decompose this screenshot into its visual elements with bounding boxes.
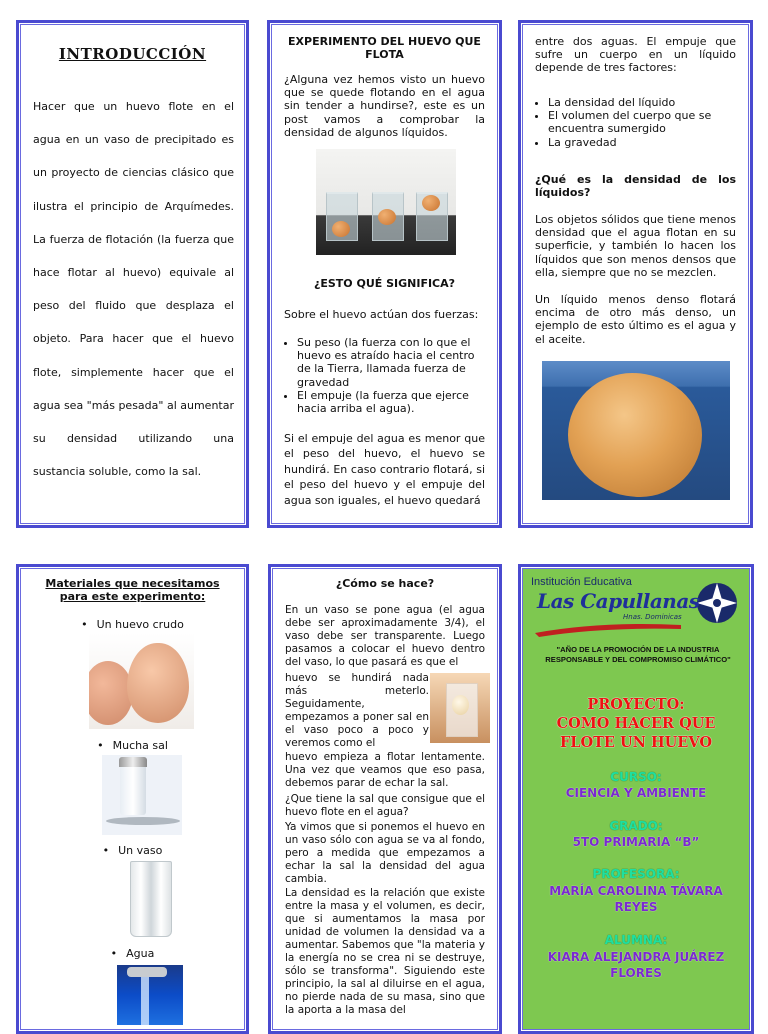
egg-shape <box>378 209 396 225</box>
institution-subtitle: Hnas. Dominicas <box>623 613 682 621</box>
grade-value: 5TO PRIMARIA “B” <box>572 835 700 849</box>
materials-title: Materiales que necesitamos para este experimento: <box>45 577 220 603</box>
material-item: • Mucha sal <box>19 739 246 752</box>
tap-shape <box>127 967 167 977</box>
how-to-question: ¿Que tiene la sal que consigue que el huevo flote en el agua? <box>285 793 485 818</box>
intro-title: INTRODUCCIÓN <box>58 45 207 63</box>
material-item: • Un huevo crudo <box>19 618 246 631</box>
how-to-paragraph: La densidad es la relación que existe entre la masa y el volumen, es decir, que si aumentamos la masa por unidad de volumen la densidad va a aumentar. Sabemos que "la materia y la energía no se crea ni se destruye, sólo se transforma". Siguiendo este principio, la sal al diluirse en el agua, no pierde nada de su masa, sino que la aporta a la masa del <box>285 887 485 1016</box>
materials-panel <box>16 564 249 1034</box>
raw-egg-photo <box>89 633 194 729</box>
how-to-panel <box>268 564 502 1034</box>
list-item: • La densidad del líquido <box>548 96 736 109</box>
list-item: • El volumen del cuerpo que se encuentra sumergido <box>548 109 736 135</box>
forces-intro: Sobre el huevo actúan dos fuerzas: <box>284 308 479 321</box>
how-to-paragraph: En un vaso se pone agua (el agua debe ser aproximadamente 3/4), el vaso debe ser transparente. Luego pasamos a colocar el huevo dentro del vaso, lo que pasará es que el <box>285 604 485 668</box>
cover-panel <box>518 564 754 1034</box>
project-block <box>521 695 751 752</box>
water-tap-photo <box>117 965 183 1025</box>
egg-shape <box>89 661 133 725</box>
teacher-value: MARÍA CAROLINA TÁVARA REYES <box>549 884 723 914</box>
egg-shape <box>332 221 350 237</box>
institution-name: Las Capullanas <box>537 589 700 613</box>
experiment-title: EXPERIMENTO DEL HUEVO QUE FLOTA <box>288 35 481 61</box>
how-to-paragraph: huevo empieza a flotar lentamente. Una vez que veamos que eso pasa, debemos parar de echar la sal. <box>285 751 485 789</box>
factors-list <box>535 96 736 149</box>
salt-shaker-shape <box>120 763 146 815</box>
institution-label: Institución Educativa <box>531 576 632 588</box>
egg-shape <box>568 373 702 497</box>
forces-conclusion: Si el empuje del agua es menor que el peso del huevo, el huevo se hundirá. En caso contrario flotará, si el peso del huevo y el empuje del agua son iguales, el huevo quedará <box>284 432 485 507</box>
project-title: COMO HACER QUE FLOTE UN HUEVO <box>556 715 716 751</box>
water-stream-shape <box>141 977 149 1025</box>
glass-photo <box>126 859 174 939</box>
course-label: CURSO: <box>610 770 662 784</box>
experiment-intro: ¿Alguna vez hemos visto un huevo que se quede flotando en el agua sin tender a hundirse?, este es un post vamos a comprobar la densidad de algunos líquidos. <box>284 73 485 139</box>
material-item: • Agua <box>19 947 246 960</box>
egg-shape <box>422 195 440 211</box>
student-value: KIARA ALEJANDRA JUÁREZ FLORES <box>547 950 725 980</box>
year-motto: "AÑO DE LA PROMOCIÓN DE LA INDUSTRIA RESPONSABLE Y DEL COMPROMISO CLIMÁTICO" <box>545 645 731 664</box>
density-paragraph-1: Los objetos sólidos que tiene menos densidad que el agua flotan en su superficie, y también lo hacen los líquidos que son menos densos que ella, siempre que no se mezclen. <box>535 213 736 279</box>
shaker-cap-shape <box>119 757 147 767</box>
list-item: • El empuje (la fuerza que ejerce hacia arriba el agua). <box>297 389 485 415</box>
list-item: • Su peso (la fuerza con lo que el huevo es atraído hacia el centro de la Tierra, llamada fuerza de gravedad <box>297 336 485 389</box>
student-label: ALUMNA: <box>604 933 668 947</box>
grade-label: GRADO: <box>609 819 663 833</box>
forces-list <box>284 336 485 415</box>
egg-in-glass-photo <box>430 673 490 743</box>
how-to-title: ¿Cómo se hace? <box>335 577 435 590</box>
how-to-paragraph: huevo se hundirá nada más meterlo. Seguidamente, empezamos a poner sal en el vaso poco a poco y veremos como el <box>285 672 429 749</box>
floating-egg-photo <box>542 361 730 500</box>
eggs-in-glasses-photo <box>316 149 456 255</box>
density-question: ¿Qué es la densidad de los líquidos? <box>535 173 736 199</box>
material-item: • Un vaso <box>19 844 246 857</box>
egg-shape <box>127 643 189 723</box>
how-to-paragraph: Ya vimos que si ponemos el huevo en un vaso sólo con agua se va al fondo, pero a medida que empezamos a echar la sal la densidad del agua cambia. <box>285 821 485 885</box>
glass-shape <box>130 861 172 937</box>
list-item: • La gravedad <box>548 136 736 149</box>
density-panel <box>518 20 753 528</box>
spoon-shape <box>106 817 180 825</box>
experiment-panel <box>267 20 502 528</box>
course-value: CIENCIA Y AMBIENTE <box>565 786 707 800</box>
meaning-subtitle: ¿ESTO QUÉ SIGNIFICA? <box>313 277 456 290</box>
egg-shape <box>452 695 469 715</box>
salt-shaker-photo <box>102 755 182 835</box>
density-paragraph-2: Un líquido menos denso flotará encima de otro más denso, un ejemplo de esto último es el agua y el aceite. <box>535 293 736 346</box>
intro-panel <box>16 20 249 528</box>
teacher-label: PROFESORA: <box>592 867 680 881</box>
logo-swoosh <box>535 624 681 637</box>
continuation-text: entre dos aguas. El empuje que sufre un cuerpo en un líquido depende de tres factores: <box>535 35 736 75</box>
intro-body: Hacer que un huevo flote en el agua en un vaso de precipitado es un proyecto de ciencias clásico que ilustra el principio de Arquímedes. La fuerza de flotación (la fuerza que hace flotar al huevo) equivale al peso del fluido que desplaza el objeto. Para hacer que el huevo flote, simplemente hacer que el agua sea "más pesada" al aumentar su densidad utilizando una sustancia soluble, como la sal. <box>33 100 234 479</box>
project-label: PROYECTO: <box>587 696 685 713</box>
